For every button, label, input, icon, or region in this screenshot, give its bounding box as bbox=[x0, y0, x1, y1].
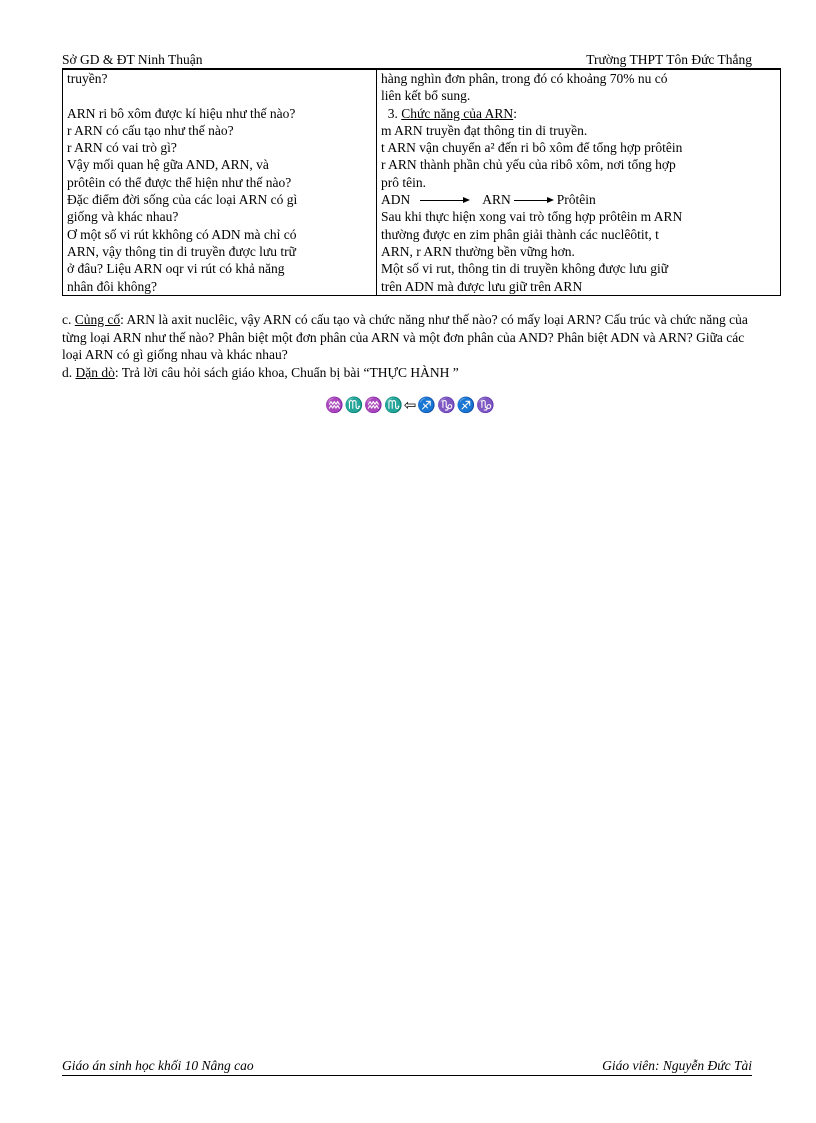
section-colon: : bbox=[513, 105, 517, 121]
answer-line: prô têin. bbox=[381, 174, 426, 190]
central-dogma-flow bbox=[381, 191, 776, 208]
answer-line: r ARN thành phần chủ yếu của ribô xôm, nơi tổng hợp bbox=[381, 157, 676, 173]
question-line: ARN ri bô xôm được kí hiệu như thế nào? bbox=[67, 105, 296, 121]
answer-line: Một số vi rut, thông tin di truyền không được lưu giữ bbox=[381, 261, 669, 277]
question-line: prôtêin có thể được thể hiện như thế nào? bbox=[67, 174, 292, 190]
consolidation-paragraph bbox=[62, 311, 762, 364]
question-line: r ARN có vai trò gì? bbox=[67, 140, 177, 156]
arrow-right-icon bbox=[514, 195, 554, 205]
question-line: Vậy mối quan hệ gữa AND, ARN, và bbox=[67, 157, 269, 173]
section-number: 3. bbox=[387, 105, 398, 121]
flow-dna: ADN bbox=[381, 192, 411, 208]
page-footer bbox=[62, 1058, 752, 1076]
footer-teacher: Giáo viên: Nguyễn Đức Tài bbox=[602, 1058, 752, 1073]
question-line: ARN, vậy thông tin di truyền được lưu trữ bbox=[67, 243, 296, 259]
question-line: Ơ một số vi rút kkhông có ADN mà chỉ có bbox=[67, 226, 297, 242]
flow-protein: Prôtêin bbox=[556, 192, 596, 208]
decorative-divider: ♒♏♒♏⇦♐♑♐♑ bbox=[325, 398, 496, 414]
question-line: r ARN có cấu tạo như thế nào? bbox=[67, 122, 234, 138]
arrow-right-icon bbox=[420, 195, 470, 205]
question-line bbox=[67, 87, 372, 104]
lesson-table bbox=[62, 68, 781, 296]
homework-text: : Trả lời câu hỏi sách giáo khoa, Chuẩn bị bài “THỰC HÀNH ” bbox=[114, 364, 459, 380]
answer-line: ARN, r ARN thường bền vững hơn. bbox=[381, 243, 575, 259]
homework-label: Dặn dò bbox=[75, 364, 115, 380]
closing-section bbox=[62, 311, 762, 381]
homework-paragraph bbox=[62, 364, 762, 382]
section-heading bbox=[381, 105, 776, 122]
answer-line: Sau khi thực hiện xong vai trò tổng hợp prôtêin m ARN bbox=[381, 209, 683, 225]
answer-line: liên kết bổ sung. bbox=[381, 88, 471, 104]
answer-line: thường được en zim phân giải thành các nuclêôtit, t bbox=[381, 226, 659, 242]
header-school: Trường THPT Tôn Đức Thắng bbox=[586, 52, 752, 67]
answer-line: m ARN truyền đạt thông tin di truyền. bbox=[381, 122, 588, 138]
footer-course: Giáo án sinh học khối 10 Nâng cao bbox=[62, 1058, 254, 1073]
answer-line: trên ADN mà được lưu giữ trên ARN bbox=[381, 278, 583, 294]
questions-column bbox=[63, 69, 377, 296]
question-line: ở đâu? Liệu ARN oqr vi rút có khả năng bbox=[67, 261, 285, 277]
header-department: Sở GD & ĐT Ninh Thuận bbox=[62, 52, 203, 67]
consolidation-text: : ARN là axit nuclêic, vậy ARN có cấu tạo và chức năng như thế nào? có mấy loại ARN? Cấu trúc và chức năng của từng loại ARN như thế nào? Phân biệt một đơn phân của ARN và một đơn phân của AND? Phân biệt ADN và ARN? Giữa các loại ARN có gì giống nhau và khác nhau? bbox=[62, 312, 748, 362]
consolidation-label: Củng cố bbox=[74, 312, 121, 327]
flow-rna: ARN bbox=[482, 192, 511, 208]
answer-line: t ARN vận chuyển a² đến ri bô xôm để tổng hợp prôtêin bbox=[381, 140, 683, 156]
answer-line: hàng nghìn đơn phân, trong đó có khoảng 70% nu có bbox=[381, 71, 668, 86]
question-line: giống và khác nhau? bbox=[67, 209, 179, 225]
homework-prefix: d. bbox=[62, 364, 73, 380]
section-title: Chức năng của ARN bbox=[401, 105, 514, 121]
question-line: nhân đôi không? bbox=[67, 278, 157, 294]
question-line: Đặc điểm đời sống của các loại ARN có gì bbox=[67, 192, 298, 208]
consolidation-prefix: c. bbox=[62, 312, 72, 327]
table-row bbox=[63, 69, 781, 296]
question-line: truyền? bbox=[67, 71, 108, 86]
answers-column bbox=[377, 69, 781, 296]
